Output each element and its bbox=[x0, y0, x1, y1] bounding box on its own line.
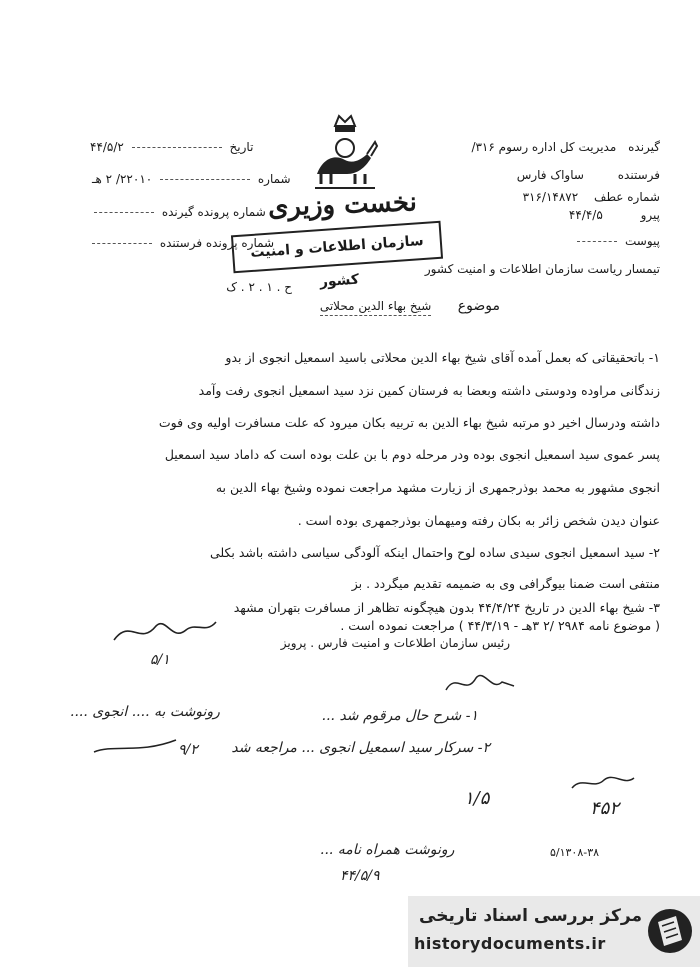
date-label: تاریخ bbox=[229, 140, 254, 154]
organization-stamp: سازمان اطلاعات و امنیت کشور bbox=[231, 221, 443, 274]
footer-band bbox=[408, 896, 700, 967]
recipient-file-field bbox=[90, 205, 266, 219]
recipient-value: مدیریت کل اداره رسوم ۳۱۶/ bbox=[471, 140, 617, 154]
note-n7: ۴۵۲ bbox=[590, 798, 620, 819]
attachment-label: پیوست bbox=[625, 234, 660, 248]
footer-center-name: مرکز بررسی اسناد تاریخی bbox=[419, 906, 642, 926]
number-value: ۲۲۰۱۰/ ۲ هـ bbox=[92, 172, 153, 186]
recipient-field bbox=[471, 140, 660, 154]
date-field bbox=[90, 140, 253, 154]
number-label: شماره bbox=[257, 172, 291, 186]
p1-line-3: داشته ودرسال اخیر دو مرتبه شیخ بهاء الدین به تربیه بکان میرود که علت مسافرت اولیه وی فوت bbox=[158, 415, 660, 430]
number-field bbox=[92, 172, 291, 186]
reference-value: ۳۱۶/۱۴۸۷۲ bbox=[522, 190, 579, 204]
note-n10: ۴۴/۵/۹ bbox=[340, 868, 380, 884]
sender-value: ساواک فارس bbox=[516, 168, 584, 182]
note-n6: ۱/۵ bbox=[464, 788, 490, 809]
recipient-label: گیرنده bbox=[628, 140, 660, 154]
note-n2: ۱- شرح حال مرقوم شد ... bbox=[321, 708, 478, 724]
signature-scribble-icon bbox=[110, 612, 220, 648]
p3-line-1: ۳- شیخ بهاء الدین در تاریخ ۴۴/۴/۲۴ بدون هیچگونه تظاهر از مسافرت بتهران مشهد bbox=[233, 600, 660, 615]
p1-line-2: زندگانی مراوده ودوستی داشته وبعضا به فرستان کمین نزد سید اسمعیل انجوی رفت وآمد bbox=[198, 383, 660, 398]
following-field bbox=[569, 208, 660, 222]
recipient-file-label: شماره پرونده گیرنده bbox=[161, 205, 266, 219]
subject-row bbox=[320, 298, 500, 314]
note-n8: ۵/۱۳۰۸-۳۸ bbox=[550, 846, 600, 859]
date-value: ۴۴/۵/۲ bbox=[90, 140, 124, 154]
reference-field bbox=[523, 190, 660, 204]
note-n5: ۹/۲ bbox=[178, 742, 198, 758]
p1-line-1: ۱- باتحقیقاتی که بعمل آمده آقای شیخ بهاء الدین محلاتی باسید اسمعیل انجوی از بدو bbox=[225, 350, 660, 365]
footer-url: historydocuments.ir bbox=[414, 934, 606, 953]
p1-line-5: انجوی مشهور به محمد بوذرجمهری از زیارت مشهد مراجعت نموده وشیخ بهاء الدین به bbox=[215, 480, 660, 495]
subject-value: شیخ بهاء الدین محلاتی bbox=[320, 299, 431, 316]
handwritten-squiggle-icon bbox=[568, 772, 638, 794]
attachment-field bbox=[573, 234, 660, 248]
following-label: پیرو bbox=[640, 208, 660, 222]
p1-line-6: عنوان دیدن شخص زائر به بکان رفته ومیهمان بوذرجمهری بوده است . bbox=[297, 513, 660, 528]
note-n1: ۵/۱ bbox=[150, 652, 170, 668]
signature-line: رئیس سازمان اطلاعات و امنیت فارس . پرویز bbox=[280, 636, 510, 650]
p3-line-2: ( موضوع نامه ۲۹۸۴ /۲ ۳هـ - ۴۴/۳/۱۹ ) مراجعت نموده است . bbox=[340, 618, 660, 633]
lion-and-sun-emblem-icon bbox=[305, 108, 385, 196]
document-center-logo-icon bbox=[646, 902, 694, 960]
p2-line-2: منتفی است ضمنا بیوگرافی وی به ضمیمه تقدیم میگردد . بز bbox=[351, 576, 660, 591]
p1-line-4: پسر عموی سید اسمعیل انجوی بوده ودر مرحله دوم با بن علت بوده است که داماد سید اسمعیل bbox=[164, 447, 660, 462]
note-n9: رونوشت همراه نامه ... bbox=[320, 842, 455, 858]
handwritten-mark-icon bbox=[440, 666, 520, 700]
handwritten-stroke-icon bbox=[90, 734, 180, 758]
sender-label: فرستنده bbox=[617, 168, 660, 182]
note-n4: رونوشت به .... انجوی .... bbox=[70, 704, 220, 720]
office-title: نخست وزیری bbox=[267, 187, 418, 223]
org-code: ح . ۱ . ۲ . ک bbox=[226, 280, 292, 294]
sender-file-label: شماره پرونده فرستنده bbox=[159, 236, 275, 250]
subject-label: موضوع bbox=[457, 298, 500, 314]
p2-line-1: ۲- سید اسمعیل انجوی سیدی ساده لوح واحتمال اینکه آلودگی سیاسی داشته باشد بکلی bbox=[209, 545, 660, 560]
org-line: تیمسار ریاست سازمان اطلاعات و امنیت کشور bbox=[424, 262, 660, 276]
following-value: ۴۴/۴/۵ bbox=[568, 208, 603, 222]
note-n3: ۲- سرکار سید اسمعیل انجوی ... مراجعه شد bbox=[231, 740, 490, 756]
sender-field bbox=[517, 168, 660, 182]
reference-label: شماره عطف bbox=[594, 190, 660, 204]
